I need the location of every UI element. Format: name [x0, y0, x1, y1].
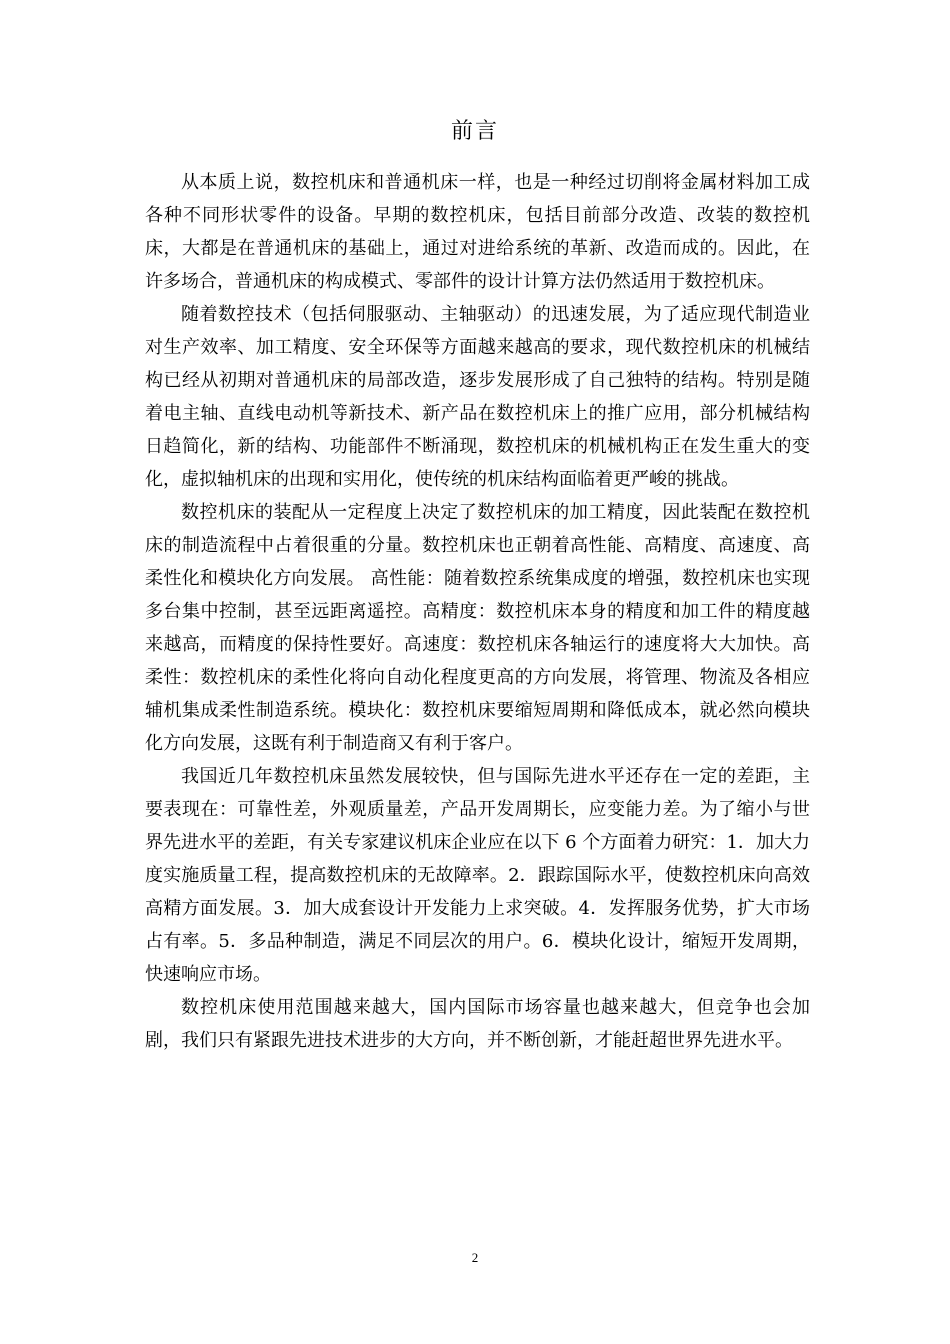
paragraph-4: 我国近几年数控机床虽然发展较快，但与国际先进水平还存在一定的差距，主要表现在：可靠性差，外观质量差，产品开发周期长，应变能力差。为了缩小与世界先进水平的差距，有关专家建议机床企业应在以下 6 个方面着力研究：1．加大力度实施质量工程，提高数控机床的无故障率。2．跟踪国际水平，使数控机床向高效高精方面发展。3．加大成套设计开发能力上求突破。4．发挥服务优势，扩大市场占有率。5．多品种制造，满足不同层次的用户。6．模块化设计，缩短开发周期，快速响应市场。 [145, 766, 810, 985]
paragraph-2: 随着数控技术（包括伺服驱动、主轴驱动）的迅速发展，为了适应现代制造业对生产效率、加工精度、安全环保等方面越来越高的要求，现代数控机床的机械结构已经从初期对普通机床的局部改造，逐步发展形成了自己独特的结构。特别是随着电主轴、直线电动机等新技术、新产品在数控机床上的推广应用，部分机械结构日趋简化，新的结构、功能部件不断涌现，数控机床的机械机构正在发生重大的变化，虚拟轴机床的出现和实用化，使传统的机床结构面临着更严峻的挑战。 [145, 304, 810, 490]
body-text [145, 166, 810, 1057]
paragraph-3: 数控机床的装配从一定程度上决定了数控机床的加工精度，因此装配在数控机床的制造流程中占着很重的分量。数控机床也正朝着高性能、高精度、高速度、高柔性化和模块化方向发展。 高性能：随着数控系统集成度的增强，数控机床也实现多台集中控制，甚至远距离遥控。高精度：数控机床本身的精度和加工件的精度越来越高，而精度的保持性要好。高速度：数控机床各轴运行的速度将大大加快。高柔性：数控机床的柔性化将向自动化程度更高的方向发展，将管理、物流及各相应辅机集成柔性制造系统。模块化：数控机床要缩短周期和降低成本，就必然向模块化方向发展，这既有利于制造商又有利于客户。 [145, 502, 810, 754]
paragraph-5: 数控机床使用范围越来越大，国内国际市场容量也越来越大，但竞争也会加剧，我们只有紧跟先进技术进步的大方向，并不断创新，才能赶超世界先进水平。 [145, 997, 810, 1051]
paragraph-1: 从本质上说，数控机床和普通机床一样，也是一种经过切削将金属材料加工成各种不同形状零件的设备。早期的数控机床，包括目前部分改造、改装的数控机床，大都是在普通机床的基础上，通过对进给系统的革新、改造而成的。因此，在许多场合，普通机床的构成模式、零部件的设计计算方法仍然适用于数控机床。 [145, 172, 810, 292]
page-title: 前言 [450, 119, 499, 144]
page-number: 2 [471, 1250, 479, 1265]
